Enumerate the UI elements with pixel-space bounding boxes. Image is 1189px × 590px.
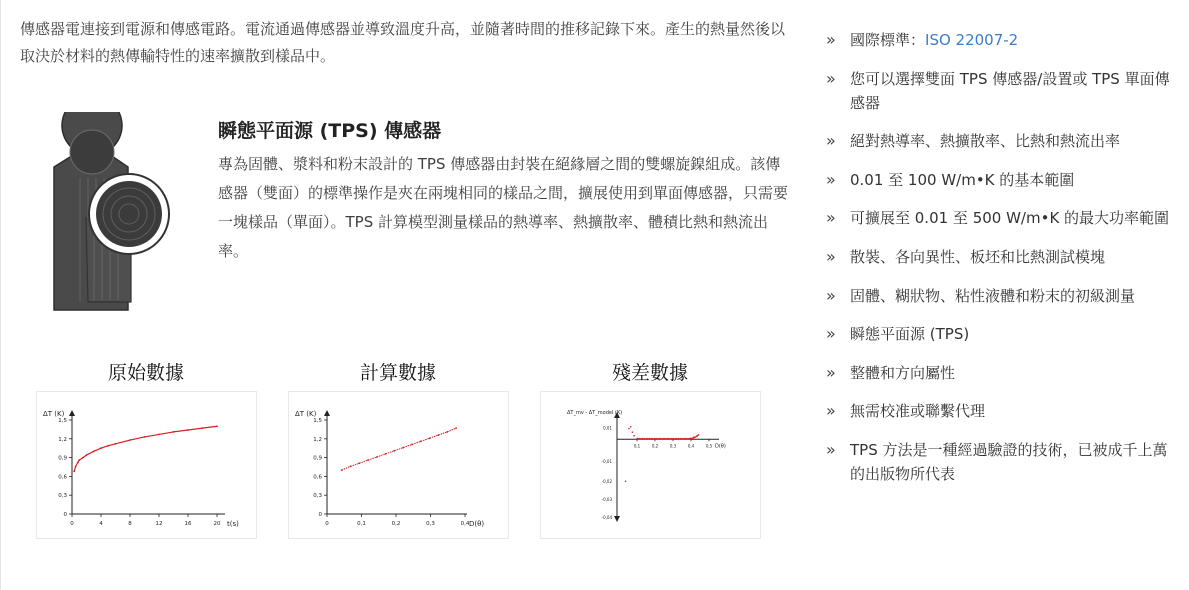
residual-data-title: 殘差數據 [611,362,688,384]
calculated-data-title: 計算數據 [359,362,436,384]
series-segment [412,441,421,444]
data-point [637,438,639,440]
data-point [683,438,685,440]
series-segment [87,451,94,455]
data-point [650,438,652,440]
x-tick-label: 0,2 [391,521,401,527]
series-segment [394,448,403,451]
data-point [640,438,642,440]
data-point [642,438,644,440]
data-point [684,438,686,440]
data-point [652,438,654,440]
y-tick-label: 0 [63,512,67,518]
series-segment [145,434,160,437]
data-point [649,438,651,440]
x-tick-label: 0,4 [687,443,695,449]
series-segment [421,438,430,441]
data-point [673,438,675,440]
data-point [655,438,657,440]
chevron-right-icon: » [826,246,836,266]
x-tick-label: 0,3 [426,521,435,527]
x-tick-label: 0,2 [651,443,659,449]
x-tick-label: 0 [325,521,329,527]
x-axis-label: D(θ) [469,520,485,528]
series-segment [447,428,456,432]
series-segment [159,432,174,435]
feature-label: 國際標準： [850,31,926,49]
data-point [632,431,634,433]
data-point [659,438,661,440]
chevron-right-icon: » [826,285,836,305]
feature-label: 整體和方向屬性 [850,363,956,382]
data-point [630,426,632,428]
y-axis-label: ΔT (K) [295,410,317,418]
series-segment [78,460,79,463]
y-tick-label: -0,04 [601,514,612,520]
feature-item [826,361,1176,385]
chevron-right-icon: » [826,439,836,459]
x-tick-label: 0 [70,521,74,527]
data-point [645,438,647,440]
x-axis-label: t(s) [227,520,239,528]
data-point [676,438,678,440]
series-segment [79,458,83,461]
y-tick-label: 1,5 [58,418,67,424]
x-tick-label: 16 [184,521,192,527]
series-segment [130,437,145,440]
left-border [0,0,1,590]
feature-label: 散裝、各向異性、板坯和比熱測試模塊 [850,247,1106,266]
data-point [657,438,659,440]
residual-data-chart [540,391,761,539]
feature-item [826,28,1176,52]
data-point [643,438,645,440]
feature-item [826,129,1176,153]
raw-data-title: 原始數據 [107,362,184,384]
x-tick-label: 4 [99,521,103,527]
y-axis-arrow-down [614,516,620,522]
feature-item [826,399,1176,423]
data-point [662,438,664,440]
data-point [661,438,663,440]
y-tick-label: -0,01 [601,458,612,464]
series-segment [359,460,368,463]
y-tick-label: 1,2 [313,436,322,443]
x-tick-label: 0,4 [460,521,470,527]
y-tick-label: -0,02 [601,478,612,484]
y-tick-label: 0,01 [603,425,612,431]
series-segment [116,440,131,444]
series-segment [377,454,386,457]
series-segment [108,444,115,446]
chevron-right-icon: » [826,169,836,189]
y-tick-label: 1,5 [313,418,322,424]
feature-label: 絕對熱導率、熱擴散率、比熱和熱流出率 [850,132,1121,151]
y-tick-label: 0,6 [313,474,322,481]
y-axis-label: ΔT (K) [43,410,65,418]
feature-label: TPS 方法是一種經過驗證的技術，已被成千上萬的出版物所代表 [850,440,1168,483]
chevron-right-icon: » [826,401,836,421]
x-tick-label: 8 [128,521,132,527]
feature-item [826,322,1176,346]
feature-label: 您可以選擇雙面 TPS 傳感器/設置或 TPS 單面傳感器 [850,69,1170,112]
series-segment [430,435,439,438]
data-point [647,438,649,440]
tps-sensor-icon [36,112,186,317]
y-tick-label: -0,03 [601,496,612,502]
feature-label: 可擴展至 0.01 至 500 W/m•K 的最大功率範圍 [850,209,1170,228]
series-segment [94,448,101,451]
feature-label: 固體、糊狀物、粘性液體和粉末的初級測量 [850,286,1136,305]
intro-paragraph: 傳感器電連接到電源和傳感電路。電流通過傳感器並導致溫度升高，並隨著時間的推移記錄下來。產生的熱量然後以取決於材料的熱傳輸特性的速率擴散到樣品中。 [20,20,786,65]
x-tick-label: 12 [155,521,163,527]
series-segment [386,451,395,454]
series-segment [74,466,75,471]
series-segment [350,463,359,466]
raw-data-chart [36,391,257,539]
chevron-right-icon: » [826,68,836,88]
chevron-right-icon: » [826,362,836,382]
feature-item [826,67,1176,115]
series-segment [342,466,351,470]
x-tick-label: 0,1 [357,521,366,527]
series-segment [188,428,203,430]
y-tick-label: 0,3 [58,493,67,500]
tps-sensor-description: 專為固體、漿料和粉末設計的 TPS 傳感器由封裝在絕緣層之間的雙螺旋鎳組成。該傳感器（雙面）的標準操作是夾在兩塊相同的樣品之間，擴展使用到單面傳感器，只需要一塊樣品（單面）。TPS 計算模型測量樣品的熱導率、熱擴散率、體積比熱和熱流出率。 [218,155,789,260]
series-segment [174,430,189,432]
data-point [664,438,666,440]
data-point [654,438,656,440]
data-point [686,438,688,440]
series-segment [438,432,447,435]
chevron-right-icon: » [826,324,836,344]
data-point [628,428,630,430]
y-tick-label: 0,3 [313,493,322,500]
y-axis-arrow [324,410,330,416]
calculated-data-chart [288,391,509,539]
data-point [638,438,640,440]
data-point [678,438,680,440]
y-tick-label: 0,9 [313,455,322,462]
data-point [669,438,671,440]
x-axis-label: D(θ) [715,443,726,450]
data-point [681,438,683,440]
feature-label: 無需校准或聯繫代理 [850,402,986,421]
y-tick-label: 0,9 [58,455,67,462]
series-segment [83,455,87,458]
feature-item [826,245,1176,269]
feature-item [826,168,1176,192]
chevron-right-icon: » [826,30,836,49]
data-point [633,435,635,437]
y-axis-arrow [69,410,75,416]
data-point [455,427,457,429]
feature-label: 0.01 至 100 W/m•K 的基本範圍 [850,170,1075,189]
feature-label: 瞬態平面源 (TPS) [850,325,970,344]
data-point [625,481,627,483]
data-point [671,438,673,440]
x-tick-label: 20 [213,521,221,527]
y-tick-label: 1,2 [58,436,67,443]
feature-item [826,206,1176,230]
feature-item [826,438,1176,486]
feature-list [826,28,1176,501]
series-segment [76,463,78,467]
series-segment [403,444,412,447]
series-segment [101,446,108,449]
feature-item [826,284,1176,308]
data-point [667,438,669,440]
y-tick-label: 0 [318,512,322,518]
x-tick-label: 0,1 [633,443,641,449]
series-segment [368,457,377,460]
x-tick-label: 0,3 [669,443,677,449]
series-segment [203,426,218,428]
data-point [679,438,681,440]
iso-standard-link[interactable]: ISO 22007-2 [925,31,1019,49]
y-axis-label: ΔT_mv - ΔT_model (K) [567,410,623,416]
y-tick-label: 0,6 [58,474,67,481]
tps-sensor-title: 瞬態平面源 (TPS) 傳感器 [218,120,442,142]
x-tick-label: 0,5 [705,443,713,449]
data-point [674,438,676,440]
chevron-right-icon: » [826,131,836,151]
chevron-right-icon: » [826,208,836,228]
data-point [666,438,668,440]
